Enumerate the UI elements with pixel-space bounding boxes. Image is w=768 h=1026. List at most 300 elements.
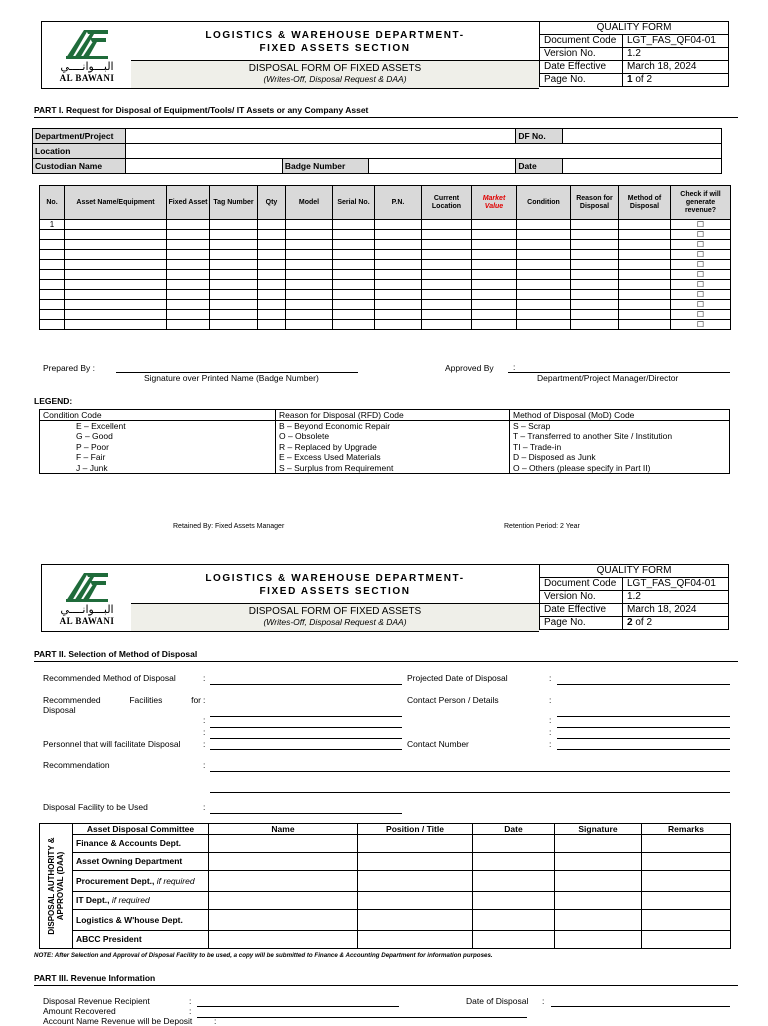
facilities-field-1[interactable] [210,716,402,717]
asset-cell[interactable] [210,320,258,330]
asset-cell[interactable] [517,320,571,330]
daa-cell[interactable] [209,835,358,853]
asset-cell[interactable] [472,230,517,240]
asset-cell[interactable] [517,260,571,270]
date-of-disposal-label: Date of Disposal [466,996,529,1006]
asset-cell[interactable] [472,220,517,230]
daa-cell[interactable] [473,871,555,892]
location-field[interactable] [125,144,721,159]
asset-cell[interactable] [167,250,210,260]
asset-cell[interactable] [472,240,517,250]
asset-cell[interactable] [210,240,258,250]
daa-vertical-label: DISPOSAL AUTHORITY & APPROVAL (DAA) [47,837,65,935]
asset-cell[interactable] [258,300,286,310]
asset-cell[interactable] [286,310,333,320]
daa-cell[interactable] [473,910,555,931]
page2-header [41,564,729,632]
legend-item: E – Excellent [76,421,126,431]
asset-cell[interactable] [375,320,422,330]
asset-cell[interactable] [571,310,619,320]
asset-cell[interactable] [619,270,671,280]
department-label: Department/Project [33,129,126,144]
revenue-recipient-label: Disposal Revenue Recipient [43,996,150,1006]
legend-item: P – Poor [76,441,109,452]
recommendation-field-1[interactable] [210,771,730,772]
asset-cell[interactable] [65,300,167,310]
revenue-checkbox[interactable]: ☐ [671,240,731,250]
asset-cell[interactable] [258,230,286,240]
committee-member [73,871,209,892]
asset-cell[interactable] [65,240,167,250]
asset-cell[interactable] [286,260,333,270]
asset-cell[interactable] [40,240,65,250]
asset-cell[interactable] [619,260,671,270]
asset-cell[interactable] [333,290,375,300]
daa-cell[interactable] [555,853,642,871]
recommendation-field-2[interactable] [210,792,730,793]
colon: : [203,727,206,737]
asset-cell[interactable] [619,320,671,330]
contact-number-field[interactable] [557,738,730,739]
revenue-checkbox[interactable]: ☐ [671,310,731,320]
date-effective-label: Date Effective [540,61,623,74]
asset-col-header: Serial No. [333,186,375,220]
dept-line1: LOGISTICS & WAREHOUSE DEPARTMENT- [205,30,465,41]
version-label: Version No. [540,591,623,604]
asset-cell[interactable] [258,320,286,330]
asset-cell[interactable] [375,230,422,240]
asset-cell[interactable] [571,290,619,300]
facility-used-label: Disposal Facility to be Used [43,802,148,812]
daa-cell[interactable] [358,853,473,871]
legend-item: E – Excess Used Materials [279,452,381,463]
daa-cell[interactable] [358,835,473,853]
daa-cell[interactable] [358,931,473,949]
asset-cell[interactable] [375,310,422,320]
page1-header [41,21,729,89]
form-subtitle: (Writes-Off, Disposal Request & DAA) [263,617,407,627]
asset-cell[interactable] [286,240,333,250]
date-effective-value: March 18, 2024 [623,604,729,617]
personnel-field-2[interactable] [210,749,402,750]
daa-cell[interactable] [473,835,555,853]
daa-cell[interactable] [642,931,731,949]
asset-cell[interactable] [517,280,571,290]
asset-cell[interactable] [65,270,167,280]
legend-item: D – Disposed as Junk [513,452,596,463]
facilities-field-2[interactable] [210,727,402,728]
asset-cell[interactable] [258,310,286,320]
asset-cell[interactable] [571,270,619,280]
asset-cell[interactable] [167,300,210,310]
asset-cell[interactable] [422,270,472,280]
asset-cell[interactable] [422,250,472,260]
asset-cell[interactable] [258,260,286,270]
daa-cell[interactable] [642,835,731,853]
asset-cell[interactable] [619,220,671,230]
asset-cell[interactable] [422,320,472,330]
amount-recovered-field[interactable] [197,1017,527,1018]
colon: : [203,673,206,683]
colon: : [203,802,206,812]
asset-cell[interactable] [167,280,210,290]
committee-name: Asset Owning Department [76,856,183,866]
contact-person-field-2[interactable] [557,727,730,728]
asset-cell[interactable] [422,260,472,270]
asset-col-header: Check if will generate revenue? [671,186,731,220]
revenue-checkbox[interactable]: ☐ [671,260,731,270]
asset-row [40,230,731,240]
asset-row [40,290,731,300]
date-field[interactable] [562,159,721,174]
date-label: Date [516,159,563,174]
asset-cell[interactable] [472,310,517,320]
quality-form-label: QUALITY FORM [540,22,729,35]
asset-row [40,320,731,330]
custodian-field[interactable] [125,159,282,174]
asset-cell[interactable] [65,220,167,230]
asset-cell[interactable] [619,290,671,300]
recommended-method-field[interactable] [210,684,402,685]
daa-cell[interactable] [209,853,358,871]
asset-cell[interactable] [210,220,258,230]
asset-cell[interactable] [571,320,619,330]
asset-col-header: No. [40,186,65,220]
amount-recovered-label: Amount Recovered [43,1006,116,1016]
committee-member [73,892,209,910]
asset-cell[interactable] [286,290,333,300]
dept-line2: FIXED ASSETS SECTION [259,586,411,597]
colon: : [542,996,545,1006]
asset-cell[interactable] [472,300,517,310]
version-label: Version No. [540,48,623,61]
daa-row [40,931,731,949]
daa-cell[interactable] [555,892,642,910]
revenue-checkbox[interactable]: ☐ [671,320,731,330]
asset-cell[interactable] [65,320,167,330]
daa-cell[interactable] [642,892,731,910]
legend-item: G – Good [76,431,113,442]
asset-cell[interactable]: 1 [40,220,65,230]
asset-cell[interactable] [517,310,571,320]
asset-cell[interactable] [286,250,333,260]
asset-cell[interactable] [210,280,258,290]
asset-cell[interactable] [517,250,571,260]
asset-cell[interactable] [619,300,671,310]
dept-line2: FIXED ASSETS SECTION [259,43,411,54]
revenue-checkbox[interactable]: ☐ [671,280,731,290]
asset-cell[interactable] [422,290,472,300]
asset-col-header: Model [286,186,333,220]
contact-number-label: Contact Number [407,739,469,749]
asset-cell[interactable] [286,220,333,230]
asset-cell[interactable] [422,240,472,250]
asset-cell[interactable] [258,220,286,230]
committee-name: IT Dept., [76,895,110,905]
legend-item: O – Obsolete [279,431,330,442]
asset-cell[interactable] [258,290,286,300]
daa-note: NOTE: After Selection and Approval of Disposal Facility to be used, a copy will be submitted to Finance & Accounting Department for information purposes. [34,952,493,959]
asset-cell[interactable] [422,280,472,290]
asset-cell[interactable] [422,300,472,310]
asset-cell[interactable] [210,230,258,240]
request-info-table [32,128,722,174]
page-no-value [623,74,729,87]
asset-cell[interactable] [517,220,571,230]
asset-cell[interactable] [375,250,422,260]
asset-cell[interactable] [65,250,167,260]
prepared-sig-caption: Signature over Printed Name (Badge Number) [144,373,319,383]
asset-cell[interactable] [40,320,65,330]
daa-row [40,835,731,853]
word: Disposal [43,705,76,715]
daa-cell[interactable] [358,910,473,931]
asset-cell[interactable] [333,300,375,310]
logo-arabic: البـــوانــــي [60,60,114,73]
asset-cell[interactable] [333,310,375,320]
asset-cell[interactable] [40,300,65,310]
asset-cell[interactable] [422,230,472,240]
revenue-recipient-field[interactable] [197,1006,399,1007]
asset-cell[interactable] [375,270,422,280]
asset-cell[interactable] [619,310,671,320]
colon: : [189,996,192,1006]
date-effective-value: March 18, 2024 [623,61,729,74]
department-title-2 [131,565,539,604]
asset-cell[interactable] [286,300,333,310]
asset-cell[interactable] [571,230,619,240]
daa-cell[interactable] [473,892,555,910]
asset-cell[interactable] [167,260,210,270]
asset-cell[interactable] [333,250,375,260]
asset-cell[interactable] [210,310,258,320]
asset-cell[interactable] [333,230,375,240]
asset-cell[interactable] [40,230,65,240]
contact-person-label: Contact Person / Details [407,695,499,705]
date-of-disposal-field[interactable] [551,1006,730,1007]
committee-note: if required [154,875,195,886]
asset-cell[interactable] [40,260,65,270]
badge-label: Badge Number [282,159,368,174]
daa-row [40,871,731,892]
asset-cell[interactable] [167,240,210,250]
daa-cell[interactable] [555,871,642,892]
page-no-value [623,617,729,630]
asset-cell[interactable] [517,230,571,240]
page-no-label: Page No. [540,617,623,630]
asset-cell[interactable] [258,280,286,290]
revenue-checkbox[interactable]: ☐ [671,300,731,310]
colon: : [549,673,552,683]
asset-cell[interactable] [517,240,571,250]
form-subtitle: (Writes-Off, Disposal Request & DAA) [263,74,407,84]
asset-cell[interactable] [40,250,65,260]
legend-reason-list [276,421,510,474]
al-bawani-logo-icon [64,571,110,603]
asset-cell[interactable] [65,230,167,240]
legend-reason-header: Reason for Disposal (RFD) Code [276,410,510,421]
daa-cell[interactable] [209,931,358,949]
quality-form-box [539,21,729,87]
asset-cell[interactable] [472,260,517,270]
asset-cell[interactable] [472,280,517,290]
asset-cell[interactable] [571,250,619,260]
asset-row [40,240,731,250]
committee-member [73,931,209,949]
asset-cell[interactable] [375,220,422,230]
asset-cell[interactable] [258,250,286,260]
asset-cell[interactable] [472,270,517,280]
asset-cell[interactable] [375,260,422,270]
company-logo [41,21,133,89]
daa-cell[interactable] [555,835,642,853]
asset-cell[interactable] [517,290,571,300]
daa-cell[interactable] [642,871,731,892]
revenue-checkbox[interactable]: ☐ [671,230,731,240]
daa-cell[interactable] [555,910,642,931]
asset-cell[interactable] [286,270,333,280]
asset-cell[interactable] [333,270,375,280]
revenue-checkbox[interactable]: ☐ [671,270,731,280]
asset-col-header: Current Location [422,186,472,220]
asset-cell[interactable] [619,240,671,250]
legend-item: R – Replaced by Upgrade [279,441,377,452]
asset-cell[interactable] [422,310,472,320]
page-no-current: 2 [627,617,633,628]
asset-cell[interactable] [40,270,65,280]
badge-field[interactable] [369,159,516,174]
daa-cell[interactable] [473,853,555,871]
asset-cell[interactable] [210,300,258,310]
asset-cell[interactable] [333,260,375,270]
daa-cell[interactable] [555,931,642,949]
asset-cell[interactable] [210,290,258,300]
department-field[interactable] [125,129,515,144]
daa-cell[interactable] [473,931,555,949]
asset-cell[interactable] [210,270,258,280]
doc-code-value: LGT_FAS_QF04-01 [623,578,729,591]
revenue-checkbox[interactable]: ☐ [671,290,731,300]
asset-cell[interactable] [65,290,167,300]
asset-cell[interactable] [571,260,619,270]
contact-number-field-2[interactable] [557,749,730,750]
colon: : [203,715,206,725]
asset-cell[interactable] [571,300,619,310]
asset-cell[interactable] [333,320,375,330]
daa-col-header: Name [209,824,358,835]
asset-col-header: P.N. [375,186,422,220]
asset-cell[interactable] [375,300,422,310]
revenue-checkbox[interactable]: ☐ [671,220,731,230]
prepared-by-label: Prepared By : [43,363,95,373]
asset-cell[interactable] [65,310,167,320]
daa-cell[interactable] [209,871,358,892]
daa-table [39,823,731,949]
daa-cell[interactable] [358,871,473,892]
asset-row [40,270,731,280]
asset-cell[interactable] [333,280,375,290]
asset-cell[interactable] [619,230,671,240]
daa-cell[interactable] [358,892,473,910]
daa-cell[interactable] [642,910,731,931]
asset-cell[interactable] [210,250,258,260]
daa-row [40,910,731,931]
approved-colon: : [513,362,516,372]
asset-cell[interactable] [286,280,333,290]
asset-cell[interactable] [375,280,422,290]
asset-cell[interactable] [333,220,375,230]
committee-member [73,853,209,871]
personnel-field[interactable] [210,738,402,739]
word: Facilities [129,695,163,705]
asset-cell[interactable] [517,300,571,310]
asset-cell[interactable] [472,250,517,260]
asset-cell[interactable] [286,230,333,240]
asset-cell[interactable] [517,270,571,280]
legend-title: LEGEND: [34,396,73,406]
df-no-field[interactable] [562,129,721,144]
asset-cell[interactable] [167,290,210,300]
contact-person-field-1[interactable] [557,716,730,717]
colon: : [203,760,206,770]
asset-cell[interactable] [619,250,671,260]
committee-name: Logistics & W'house Dept. [76,914,183,925]
asset-cell[interactable] [210,260,258,270]
projected-date-field[interactable] [557,684,730,685]
asset-cell[interactable] [167,320,210,330]
legend-condition-header: Condition Code [40,410,276,421]
asset-cell[interactable] [167,270,210,280]
asset-cell[interactable] [65,280,167,290]
revenue-checkbox[interactable]: ☐ [671,250,731,260]
asset-cell[interactable] [258,270,286,280]
asset-cell[interactable] [286,320,333,330]
location-label: Location [33,144,126,159]
quality-form-label: QUALITY FORM [540,565,729,578]
asset-cell[interactable] [472,320,517,330]
asset-cell[interactable] [40,290,65,300]
asset-cell[interactable] [375,290,422,300]
daa-col-header: Position / Title [358,824,473,835]
asset-cell[interactable] [375,240,422,250]
asset-cell[interactable] [571,280,619,290]
asset-cell[interactable] [333,240,375,250]
asset-row [40,300,731,310]
part3-title: PART III. Revenue Information [34,973,738,986]
daa-cell[interactable] [209,892,358,910]
asset-cell[interactable] [258,240,286,250]
facility-used-field[interactable] [210,813,402,814]
asset-cell[interactable] [65,260,167,270]
asset-cell[interactable] [167,310,210,320]
asset-cell[interactable] [571,220,619,230]
asset-row [40,310,731,320]
asset-cell[interactable] [422,220,472,230]
part2-title: PART II. Selection of Method of Disposal [34,649,738,662]
asset-cell[interactable] [571,240,619,250]
asset-cell[interactable] [619,280,671,290]
asset-cell[interactable] [40,280,65,290]
asset-cell[interactable] [167,220,210,230]
asset-cell[interactable] [167,230,210,240]
asset-row [40,260,731,270]
asset-cell[interactable] [40,310,65,320]
word: Recommended [43,695,101,705]
asset-cell[interactable] [472,290,517,300]
daa-cell[interactable] [209,910,358,931]
daa-cell[interactable] [642,853,731,871]
asset-col-header: Qty [258,186,286,220]
